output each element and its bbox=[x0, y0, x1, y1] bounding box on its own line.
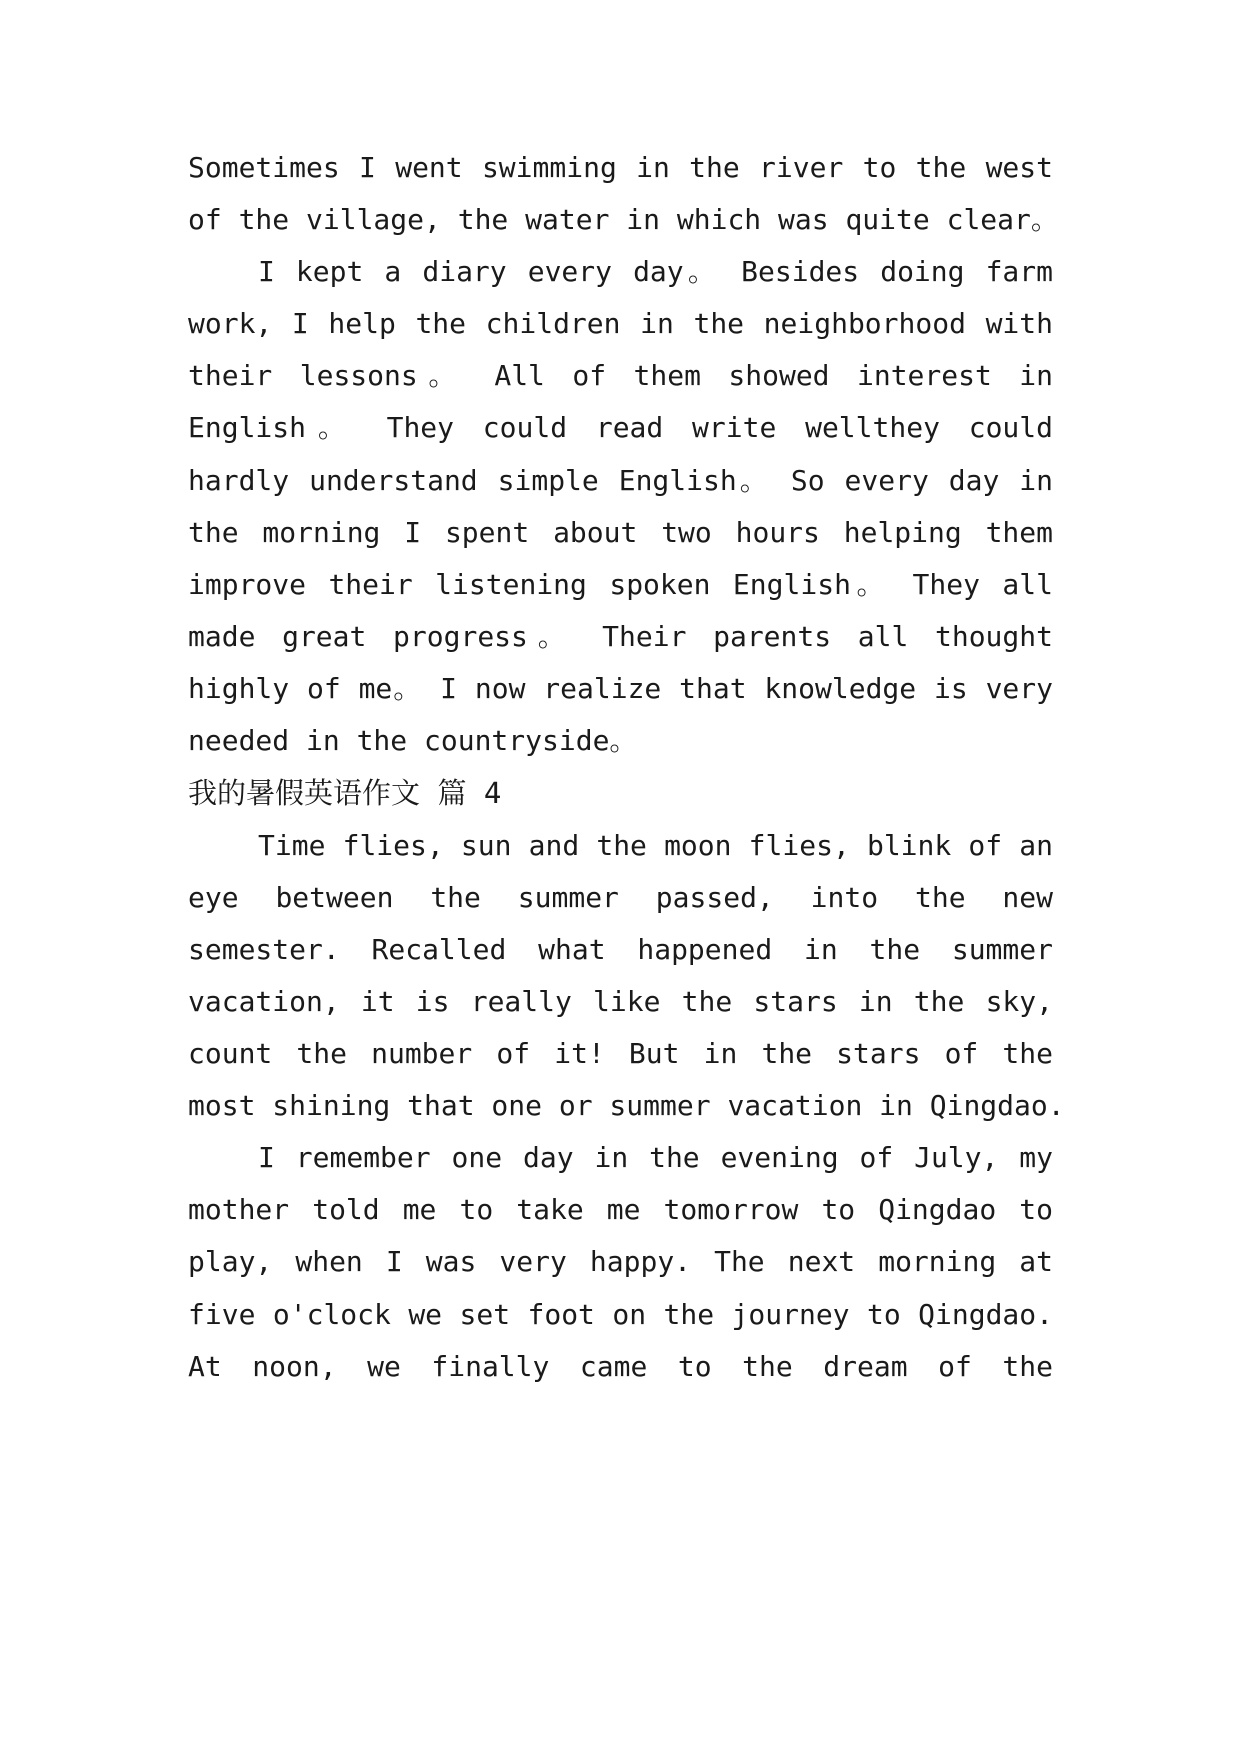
text-line: I remember one day in the evening of July, my bbox=[258, 1141, 1053, 1174]
text-line: Time flies, sun and the moon flies, blink of an bbox=[258, 829, 1053, 862]
text-line: play, when I was very happy. The next morning at bbox=[188, 1245, 1053, 1278]
text-line: I kept a diary every day。 Besides doing farm bbox=[258, 255, 1053, 288]
text-line: vacation, it is really like the stars in the sky, bbox=[188, 985, 1053, 1018]
text-line: improve their listening spoken English。 They all bbox=[188, 568, 1053, 601]
text-line: needed in the countryside。 bbox=[188, 724, 638, 757]
text-line: highly of me。 I now realize that knowledge is very bbox=[188, 672, 1053, 705]
text-line: hardly understand simple English。 So every day in bbox=[188, 464, 1053, 497]
text-line: made great progress。 Their parents all thought bbox=[188, 620, 1053, 653]
section-heading: 我的暑假英语作文 篇 4 bbox=[188, 776, 502, 810]
text-line: English。 They could read write wellthey could bbox=[188, 411, 1053, 444]
text-line: Sometimes I went swimming in the river to the west bbox=[188, 151, 1053, 184]
text-line: eye between the summer passed, into the new bbox=[188, 881, 1053, 914]
text-line: their lessons。 All of them showed interest in bbox=[188, 359, 1053, 392]
text-line: At noon, we finally came to the dream of the bbox=[188, 1350, 1053, 1383]
text-line: most shining that one or summer vacation in Qingdao. bbox=[188, 1089, 1065, 1122]
text-line: mother told me to take me tomorrow to Qingdao to bbox=[188, 1193, 1053, 1226]
text-line: work, I help the children in the neighborhood with bbox=[188, 307, 1053, 340]
text-line: five o'clock we set foot on the journey to Qingdao. bbox=[188, 1298, 1053, 1331]
text-line: the morning I spent about two hours helping them bbox=[188, 516, 1053, 549]
text-line: semester. Recalled what happened in the summer bbox=[188, 933, 1053, 966]
text-line: count the number of it! But in the stars of the bbox=[188, 1037, 1053, 1070]
text-line: of the village, the water in which was quite clear。 bbox=[188, 203, 1059, 236]
